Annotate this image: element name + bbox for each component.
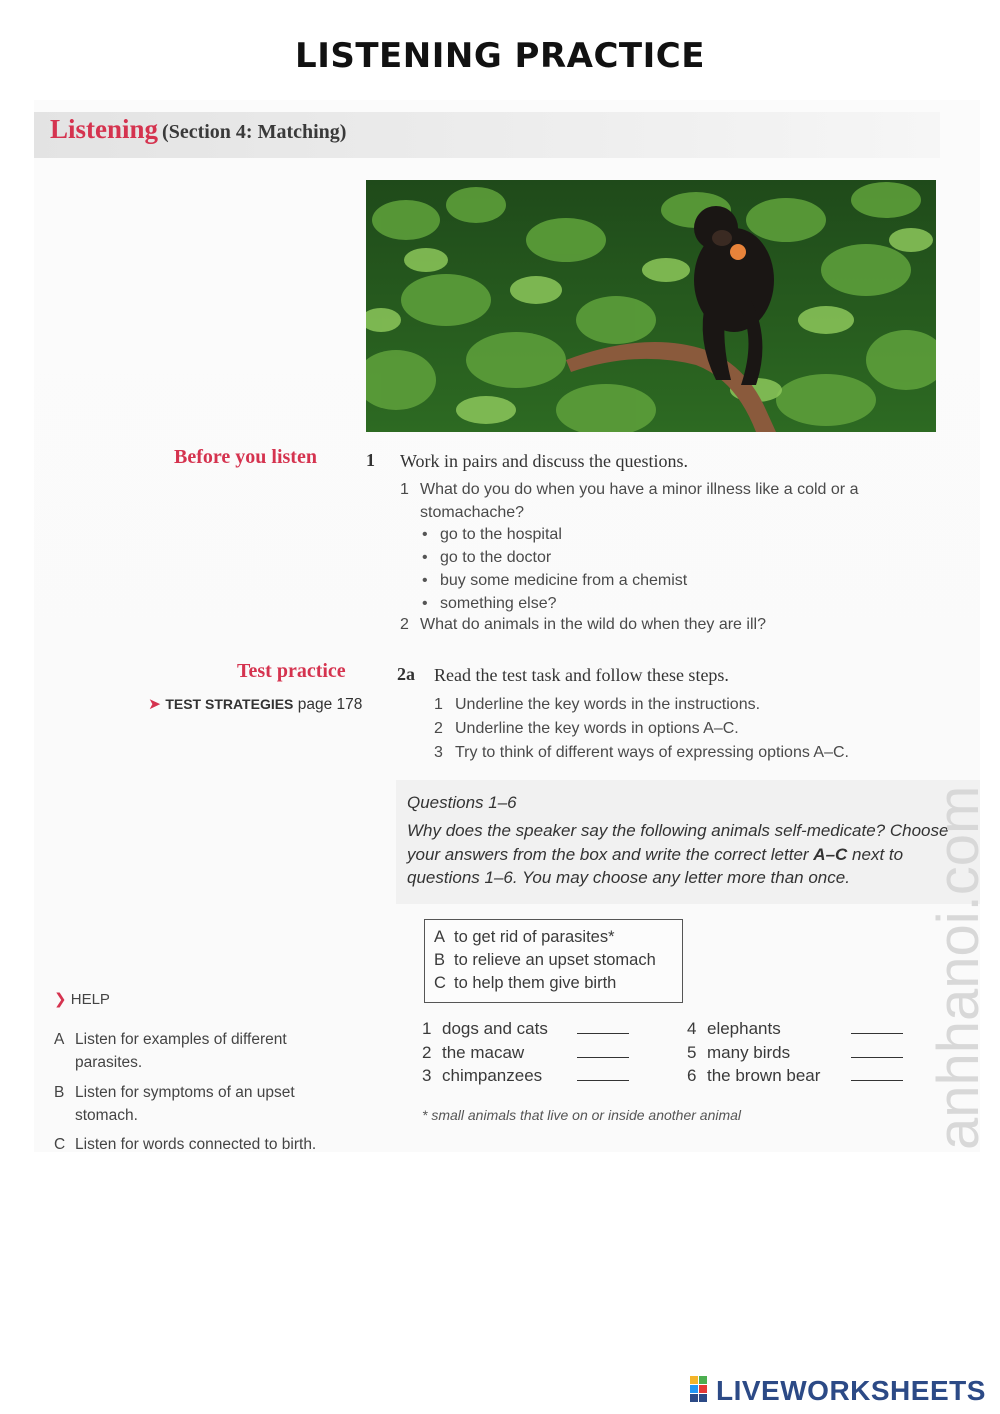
- item-number: 4: [687, 1019, 697, 1038]
- item-label: the macaw: [442, 1043, 525, 1062]
- option-item: [434, 949, 673, 972]
- help-letter: A: [54, 1031, 65, 1048]
- item-number: 5: [687, 1043, 697, 1062]
- list-item: • something else?: [420, 592, 820, 615]
- help-item: [54, 1133, 354, 1156]
- discussion-question-2: [400, 613, 920, 636]
- option-item: [434, 972, 673, 995]
- question-text: What do animals in the wild do when they are ill?: [420, 616, 766, 633]
- questions-text: next to questions 1–6. You may choose any letter more than once.: [407, 844, 904, 887]
- footnote: * small animals that live on or inside another animal: [422, 1107, 742, 1123]
- option-item: [434, 926, 673, 949]
- test-strategies-page: page 178: [297, 696, 363, 713]
- brand-name: LIVEWORKSHEETS: [716, 1375, 986, 1406]
- section-heading: [50, 114, 346, 145]
- answer-blank[interactable]: [851, 1066, 903, 1081]
- item-label: elephants: [707, 1019, 781, 1038]
- list-item: • go to the doctor: [420, 546, 820, 569]
- liveworksheets-logo-icon: [690, 1376, 716, 1407]
- step-item: [434, 717, 914, 740]
- answer-blank[interactable]: [577, 1043, 629, 1058]
- help-text: Listen for words connected to birth.: [75, 1136, 317, 1153]
- chimpanzee-photo: [366, 180, 936, 432]
- answer-blank[interactable]: [577, 1066, 629, 1081]
- help-item: [54, 1081, 354, 1127]
- exercise-1-number: 1: [366, 450, 375, 470]
- question-number: 1: [400, 481, 409, 498]
- option-letter: B: [434, 951, 446, 969]
- list-item: • go to the hospital: [420, 523, 820, 546]
- step-text: Try to think of different ways of expressing options A–C.: [455, 744, 849, 761]
- answer-blank[interactable]: [577, 1019, 629, 1034]
- item-number: 1: [422, 1019, 432, 1038]
- item-label: chimpanzees: [442, 1066, 543, 1085]
- section-subtitle: (Section 4: Matching): [162, 121, 347, 143]
- questions-text: Why does the speaker say the following animals self-medicate? Choose your answers from the box and write the correct letter: [407, 821, 949, 864]
- step-item: [434, 693, 914, 716]
- questions-letter-range: A–C: [813, 844, 848, 864]
- item-number: 6: [687, 1066, 697, 1085]
- step-number: 1: [434, 696, 443, 713]
- matching-item-6: [687, 1066, 903, 1086]
- answer-blank[interactable]: [851, 1043, 903, 1058]
- question-number: 2: [400, 616, 409, 633]
- test-strategies-label: TEST STRATEGIES: [165, 696, 294, 712]
- option-text: to help them give birth: [454, 974, 617, 992]
- answer-blank[interactable]: [851, 1019, 903, 1034]
- list-item: • buy some medicine from a chemist: [420, 569, 820, 592]
- option-text: to relieve an upset stomach: [454, 951, 656, 969]
- item-number: 3: [422, 1066, 432, 1085]
- help-letter: B: [54, 1084, 65, 1101]
- exercise-2a-number: 2a: [397, 664, 415, 684]
- question-text: What do you do when you have a minor illness like a cold or a stomachache?: [420, 481, 859, 521]
- matching-item-2: [422, 1043, 629, 1063]
- questions-title: Questions 1–6: [407, 793, 517, 812]
- matching-item-3: [422, 1066, 629, 1086]
- watermark: anhhanoi.com: [926, 785, 991, 1150]
- option-letter: C: [434, 974, 446, 992]
- help-text: Listen for symptoms of an upset stomach.: [75, 1084, 295, 1124]
- help-title: HELP: [70, 991, 110, 1008]
- step-number: 2: [434, 720, 443, 737]
- step-item: [434, 741, 914, 764]
- matching-item-5: [687, 1043, 903, 1063]
- step-number: 3: [434, 744, 443, 761]
- help-text: Listen for examples of different parasites.: [75, 1031, 287, 1071]
- option-text: to get rid of parasites*: [454, 928, 615, 946]
- test-practice-heading: Test practice: [237, 660, 346, 682]
- matching-item-4: [687, 1019, 903, 1039]
- help-letter: C: [54, 1136, 66, 1153]
- liveworksheets-brand[interactable]: [690, 1375, 986, 1407]
- discussion-question-1: [400, 478, 920, 524]
- matching-item-1: [422, 1019, 629, 1039]
- questions-block: [407, 793, 977, 890]
- questions-instructions: [407, 819, 977, 890]
- option-letter: A: [434, 928, 446, 946]
- discussion-options-list: [420, 523, 820, 615]
- exercise-1-instruction: Work in pairs and discuss the questions.: [400, 451, 689, 471]
- item-label: the brown bear: [707, 1066, 821, 1085]
- page-title: LISTENING PRACTICE: [295, 36, 705, 76]
- help-item: [54, 1028, 354, 1074]
- step-text: Underline the key words in the instructions.: [455, 696, 761, 713]
- test-strategies-link[interactable]: [148, 695, 362, 714]
- answer-options-box: [424, 919, 683, 1003]
- help-heading: [54, 990, 110, 1008]
- arrow-right-icon: ➤: [148, 696, 161, 713]
- before-you-listen-heading: Before you listen: [174, 446, 317, 468]
- chevron-right-icon: ❯: [54, 991, 67, 1008]
- exercise-2a-instruction: Read the test task and follow these steps.: [434, 665, 729, 685]
- item-label: dogs and cats: [442, 1019, 548, 1038]
- step-text: Underline the key words in options A–C.: [455, 720, 739, 737]
- item-label: many birds: [707, 1043, 791, 1062]
- item-number: 2: [422, 1043, 432, 1062]
- section-title: Listening: [50, 114, 159, 144]
